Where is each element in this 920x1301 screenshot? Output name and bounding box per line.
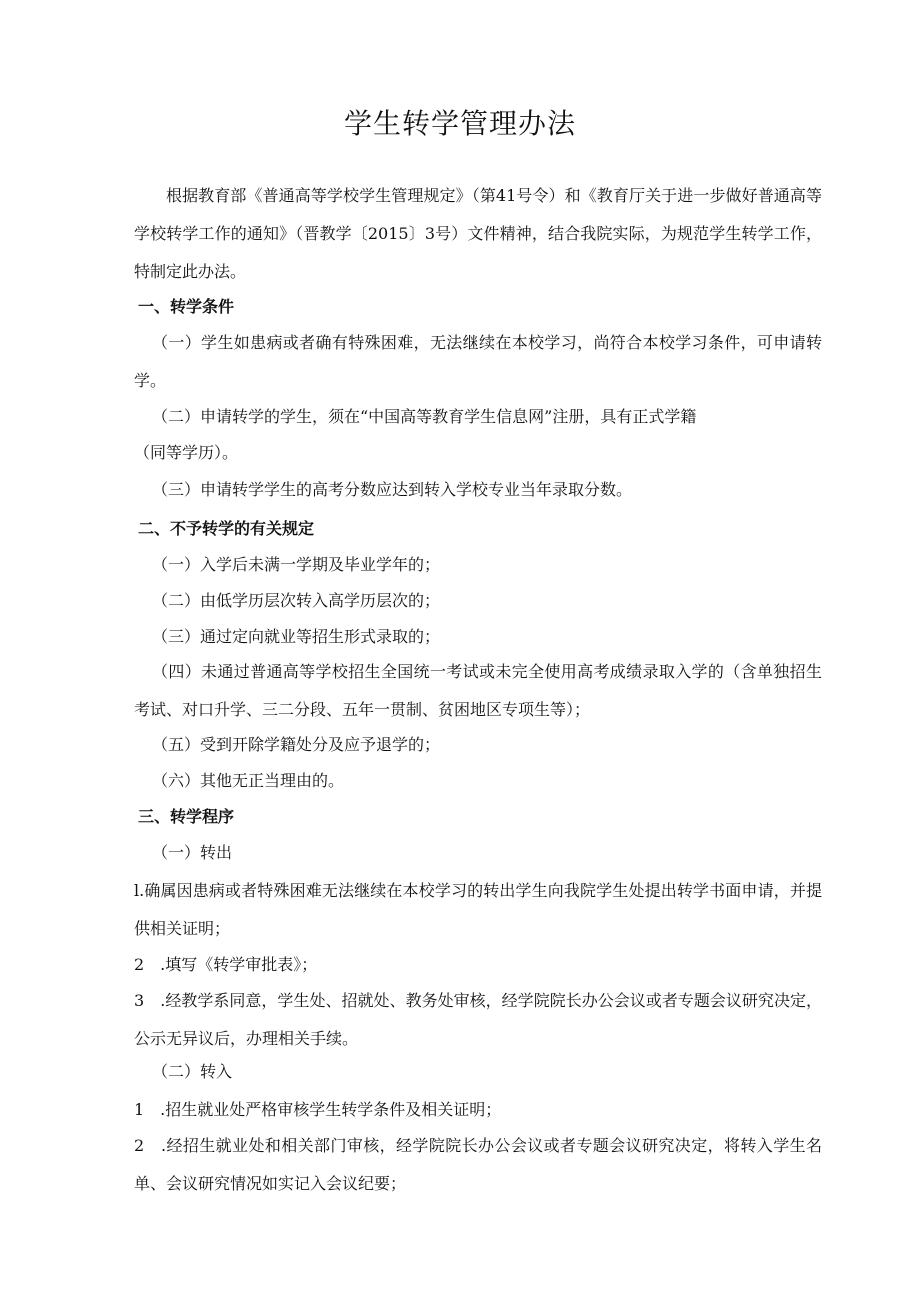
restriction-item-6: （六）其他无正当理由的。: [152, 771, 345, 790]
procedure-transfer-in-label: （二）转入: [152, 1062, 233, 1081]
condition-item-2-continued: （同等学历）。: [134, 443, 239, 462]
restriction-item-3: （三）通过定向就业等招生形式录取的；: [152, 627, 441, 646]
transfer-out-step-2: 2 .填写《转学审批表》；: [134, 955, 318, 974]
condition-item-3: （三）申请转学学生的高考分数应达到转入学校专业当年录取分数。: [152, 480, 633, 499]
restriction-item-2: （二）由低学历层次转入高学历层次的；: [152, 591, 441, 610]
condition-item-2: （二）申请转学的学生，须在“中国高等教育学生信息网”注册，具有正式学籍: [152, 407, 697, 426]
document-title: 学生转学管理办法: [343, 107, 576, 140]
condition-item-1: （一）学生如患病或者确有特殊困难，无法继续在本校学习，尚符合本校学习条件，可申请转学。: [134, 333, 822, 390]
restriction-item-5: （五）受到开除学籍处分及应予退学的；: [152, 735, 441, 754]
procedure-transfer-out-label: （一）转出: [152, 843, 233, 862]
transfer-in-step-1: 1 .招生就业处严格审核学生转学条件及相关证明；: [134, 1100, 502, 1119]
transfer-in-step-2: 2 .经招生就业处和相关部门审核，经学院院长办公会议或者专题会议研究决定，将转入学生名单、会议研究情况如实记入会议纪要；: [134, 1136, 822, 1193]
restriction-item-4: （四）未通过普通高等学校招生全国统一考试或未完全使用高考成绩录取入学的（含单独招生考试、对口升学、三二分段、五年一贯制、贫困地区专项生等）；: [134, 662, 822, 719]
section-heading-restrictions: 二、不予转学的有关规定: [138, 519, 315, 538]
restriction-item-1: （一）入学后未满一学期及毕业学年的；: [152, 555, 441, 574]
section-heading-procedure: 三、转学程序: [138, 807, 235, 826]
transfer-out-step-1: l.确属因患病或者特殊困难无法继续在本校学习的转出学生向我院学生处提出转学书面申请，并提供相关证明；: [134, 881, 822, 938]
section-heading-conditions: 一、转学条件: [138, 297, 235, 316]
transfer-out-step-3: 3 .经教学系同意，学生处、招就处、教务处审核，经学院院长办公会议或者专题会议研究决定，公示无异议后，办理相关手续。: [134, 991, 822, 1048]
intro-paragraph: 根据教育部《普通高等学校学生管理规定》（第41号令）和《教育厅关于进一步做好普通高等学校转学工作的通知》（晋教学〔2015〕3号）文件精神，结合我院实际，为规范学生转学工作，特制定此办法。: [134, 186, 822, 281]
